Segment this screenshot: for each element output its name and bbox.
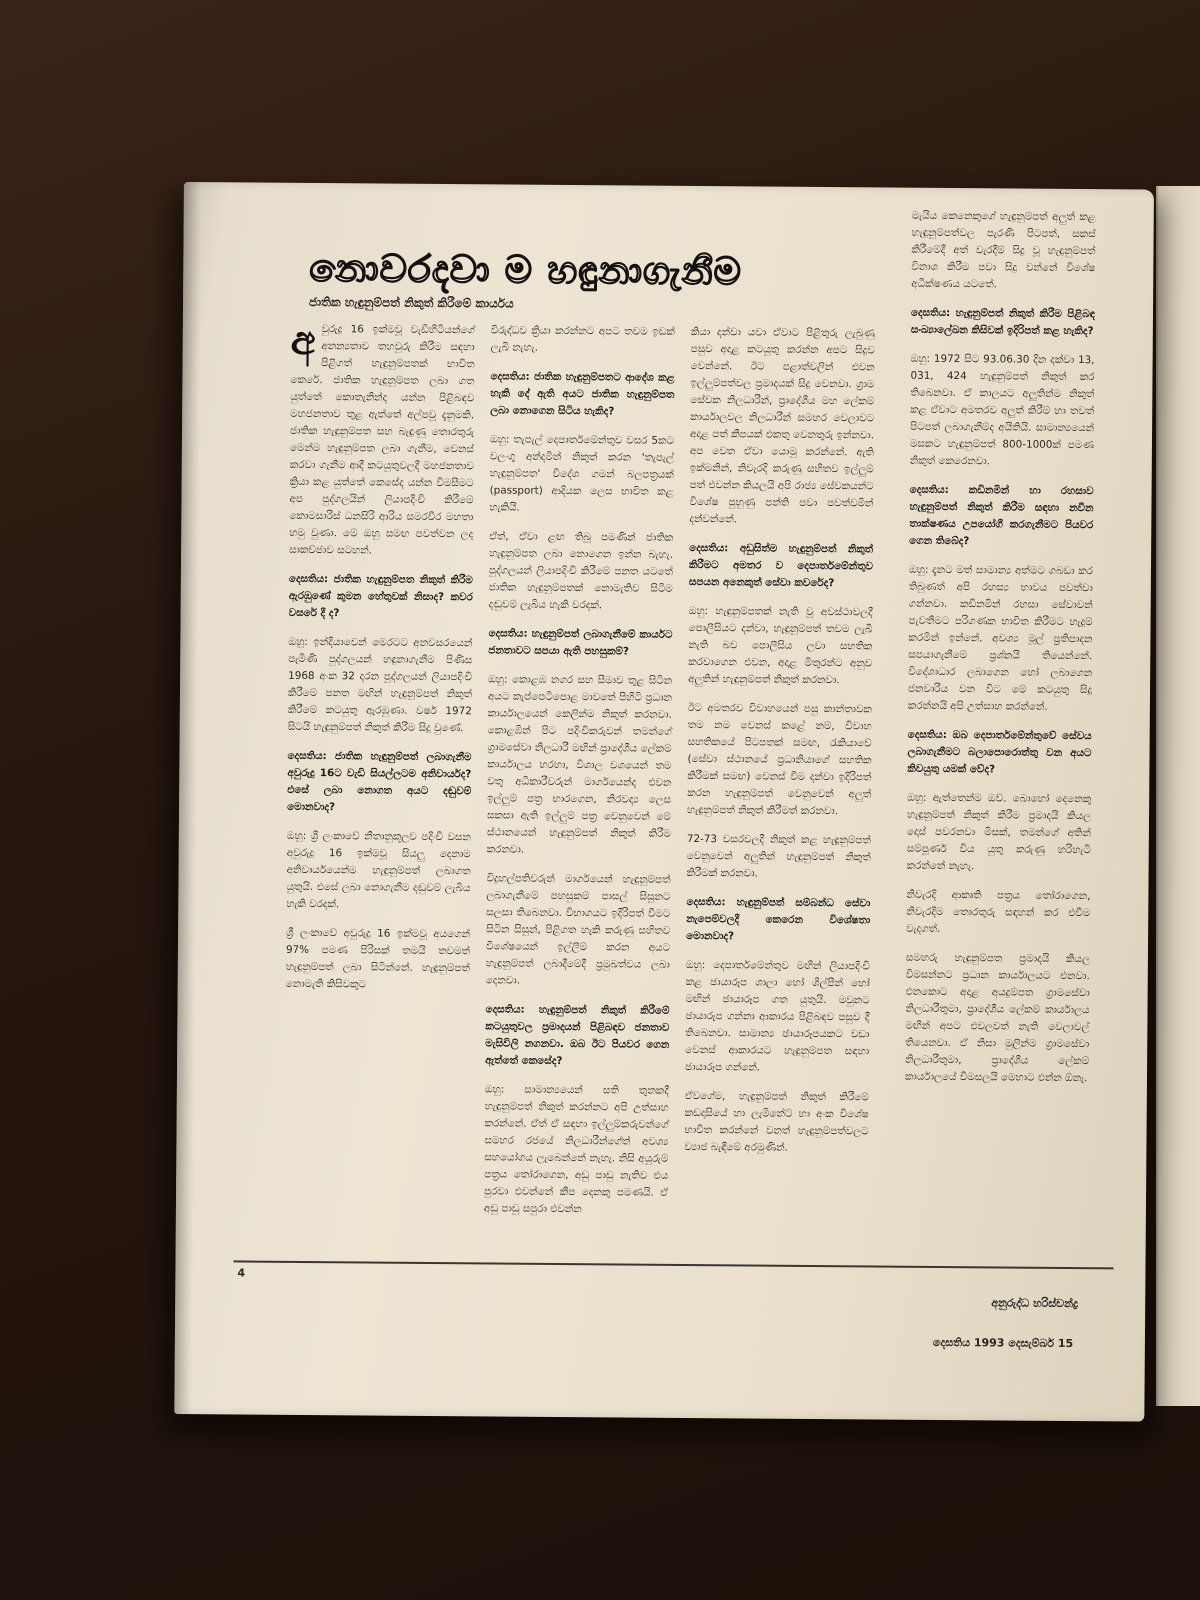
paragraph-text: ශ්‍රී ලංකාවේ අවුරුදු 16 ඉක්මවූ අයගෙන් 97% පමණ පිරිසක් තමයි තවමත් හැඳුනුම්පත් ලබා සිටින්නේ. හැඳුනුම්පත් නොමැති කිසිවකුට — [285, 926, 471, 991]
article-paragraph — [688, 603, 873, 689]
paragraph-text: දෙසතිය: හැඳුනුම්පත් නිකුත් කිරීම පිළිබඳ සංඛ්‍යාලේඛන කිසිවක් ඉදිරිපත් කළ හැකිද? — [910, 306, 1096, 338]
article-paragraph — [487, 671, 672, 859]
paragraph-text: දෙසතිය: හැඳුනුම්පත් ලබාගැනීමේ කාර්යට ජනතාවට සපයා ඇති පහසුකම්? — [488, 627, 673, 658]
article-column-1 — [285, 316, 475, 1006]
article-paragraph — [911, 208, 1096, 294]
interview-question — [686, 894, 870, 946]
interview-question — [488, 625, 672, 660]
article-column-2 — [484, 322, 675, 1230]
interview-question — [485, 1001, 670, 1070]
article-paragraph — [687, 700, 872, 820]
article-paragraph — [491, 322, 675, 357]
paragraph-text: ඔහු: කොළඹ නගර සහ සීමාව තුළ සිටින අයට කැප්පෙටිපොළ මාවතේ පිහිටි ප්‍රධාන කාර්යාලයෙන් කෙලින්ම නිකුත් කරනවා. කොළඹින් පිට පදිංචිකරුවන් තමන්ගේ ග්‍රාමසේවා නිලධාරී මඟින් ප්‍රාදේශීය ලේකම් කාර්යාලය හරහා, විශාල වශයෙන් තම වතු අධිකාරීවරුන් මාර්ගයෙන්ද එවන ඉල්ලුම් පත්‍ර භාරගෙන, නිරවද්‍ය ලෙස සකසා ඇති ඉල්ලුම් පත්‍ර වෙනුවෙන් මේ ස්ථානයෙන් හැඳුනුම්පත් නිකුත් කිරීම කරනවා. — [486, 673, 673, 856]
interview-question — [907, 727, 1091, 779]
interview-question — [689, 540, 873, 592]
paragraph-text: ඔහු: සාමාන්‍යයෙන් සති තුනකදී හැඳුනුම්පත් නිකුත් කරන්නට අපි උත්සාහ කරන්නේ. ඒත් ඒ සඳහා ඉල්ලුම්කරුවන්ගේ සමහර රජයේ නිලධාරීන්ගේත් අවශ්‍ය සහයෝගය ලැබෙන්නේ නැහැ. නිසි අයුරුම් පත්‍රය තෝරාගෙන, අඩු පාඩු නැතිව එය පුරවා එවන්නේ කීප දෙනකු පමණයි. ඒ අඩු පාඩු සපුරා එවන්න — [483, 1083, 669, 1216]
paragraph-text: දෙසතිය: ජාතික හැඳුනුම්පතට ආදේශ කළ හැකි දේ ඇති අයට ජාතික හැඳුනුම්පත ලබා නොගෙන සිටිය හැකිද? — [490, 370, 675, 418]
paragraph-text: ඊට අමතරව විවාහයෙන් පසු කාන්තාවක තම නම වෙනස් කළේ නම්, විවාහ සහතිකයේ පිටපතක් සමඟ, රැකියාවේ (සේවා ස්ථානයේ ප්‍රධානියාගේ සහතික කිරීමක් සමඟ) වෙනස් වීම දන්වා ඉදිරිපත් කරන හැඳුනුම්පත් වෙනුවෙන් අලුත් හැඳුනුම්පත් නිකුත් කිරීමත් කරනවා. — [687, 701, 872, 818]
paragraph-text: දෙසතිය: අඩුසිත්ම හැඳුනුම්පත් නිකුත් කිරීමට අමතර ව දෙපාර්තමේන්තුව සපයන අනෙකුත් සේවා කවරේද? — [688, 541, 874, 590]
interview-question — [911, 305, 1095, 340]
paragraph-text: දෙසතිය: හැඳුනුම්පත් නිකුත් කිරීමේ කටයුතුවල ප්‍රමාදයන් පිළිබඳව ජනතාව මැසිවිලි නගනවා. ඔබ ඊට පියවර ගෙන ඇත්තේ කෙසේද? — [485, 1003, 670, 1067]
article-paragraph — [907, 790, 1092, 876]
article-paragraph — [489, 528, 674, 614]
adjacent-page-edge — [1156, 186, 1200, 1406]
article-paragraph — [689, 324, 875, 529]
page-number: 4 — [237, 1266, 246, 1280]
paragraph-text: දෙසතිය: කඩිනමින් හා රහසාව හැඳුනුම්පත් නිකුත් කිරීම සඳහා නවීන තාක්ෂණය උපයෝගී කරගැනීමට පියවර ගෙන තිබේද? — [909, 483, 1094, 548]
paragraph-text: ඒත්, ඒවා ළඟ තිබූ පමණින් ජාතික හැඳුනුම්පත ලබා නොගෙන ඉන්න බැහැ. පුද්ගලයන් ලියාපදිංචි කිරීමේ පනත යටතේ ජාතික හැඳුනුම්පතක් නොමැතිව සිටීම දඬුවම් ලැබිය හැකි වරදක්. — [488, 530, 674, 612]
interview-question — [287, 748, 472, 817]
paragraph-text: දෙසතිය: ජාතික හැඳුනුම්පත් ලබාගැනීම අවුරුදු 16ට වැඩි සියල්ලටම අනිවාර්යද? එසේ ලබා නොගත අයට දඬුවම් මොනවාද? — [287, 749, 472, 814]
paragraph-text: ඔහු: දෙපාර්තමේන්තුව මඟින් ලියාපදිංචි කළ ඡායාරූප ශාලා හෝ ශිල්පීන් හෝ මඟින් ඡායාරූප ගත යුතුයි. මවුනට ඡායාරූප ගන්නා ආකාරය පිළිබඳව පසුව දී තිබෙනවා. සාමාන්‍ය ඡායාරූපයකට වඩා වෙනස් ආකාරයට හැඳුනුම්පත සඳහා ඡායාරූප ගන්නේ. — [685, 958, 870, 1074]
paragraph-text: විරුද්ධව ක්‍රියා කරන්නට අපට තවම ඉඩක් ලැබී නැහැ. — [490, 324, 675, 354]
author-byline: අනුරුද්ධ හරිස්චන්ද්‍ර — [991, 1296, 1078, 1311]
paragraph-text: ඔහු: ඉන්දියාවෙන් මෙරටට අනවසරයෙන් පැමිණි පුද්ගලයන් හඳුනාගැනීම පිණිස 1968 අංක 32 දරන පුද්ගලයන් ලියාපදිංචි කිරීමේ පනත මඟින් හැඳුනුම්පත් නිකුත් කිරීමේ කටයුතු ඇරඹුණා. වර්ෂ 1972 සිටයි හැඳුනුම්පත් නිකුත් කිරීම සිදු වුණේ. — [287, 635, 473, 735]
article-column-3 — [684, 324, 875, 1169]
article-paragraph — [906, 887, 1090, 939]
magazine-page — [174, 182, 1154, 1422]
paragraph-text: ඒවගේම, හැඳුනුම්පත් නිකුත් කිරීමේ කඩදාසියේ හා ලැමිනේට් හා අංක විශේෂ භාවිත කරන්නේ වනත් හැඳුනුම්පත්වලට ව්‍යාජ බැඳීමේ අරමුණින්. — [684, 1089, 869, 1154]
paragraph-text: නිවැරදි ආකෘති පත්‍රය තෝරාගෙන, නිවැරදිම තොරතුරු සඳහන් කර එවීම වැදගත්. — [906, 888, 1091, 935]
paragraph-text: දෙසතිය: හැඳුනුම්පත් සම්බන්ධ සේවා නැපෙම්වලදී කෙරෙන විශේෂතා මොනවාද? — [686, 895, 871, 943]
article-headline: නොවරදවා ම හඳුනාගැනීම — [309, 244, 743, 294]
article-paragraph — [685, 957, 870, 1077]
article-paragraph — [286, 828, 471, 914]
interview-question — [289, 571, 473, 623]
article-paragraph — [910, 351, 1095, 471]
issue-footer: දෙසතිය 1993 දෙසැම්බර් 15 — [932, 1335, 1074, 1351]
paragraph-text: ඔහු: තැපැල් දෙපාර්තමේන්තුව වසර 5කට වලංගු අන්දමින් නිකුත් කරන 'තැපැල් හැඳුනුම්පත' විදේශ ගමන් බලපත්‍රයක් (passport) ආදියක ලෙස භාවිත කළ හැකියි. — [489, 433, 675, 514]
article-paragraph — [484, 1081, 669, 1218]
paragraph-text: විදුහල්පතිවරුන් මාර්ගයෙන් හැඳුනුම්පත් ලබාගැනීමේ පහසුකම් පාසල් සිසුනට සලසා තිබෙනවා. විභාගයට ඉදිරිපත් වීමට සිටින සිසුන්, පිළිගත හැකි කරුණු සහිතව විශේෂයෙන් ඉල්ලීම් කරන අයට හැඳුනුම්පත් ලබාදීමේදී ප්‍රමුඛත්වය ලබා දෙනවා. — [485, 872, 671, 987]
article-paragraph — [486, 870, 671, 990]
paragraph-text: මැයිය කෙනෙකුගේ හැඳුනුම්පත් අලුත් කළ හැඳුනුම්පත්වල පැරණි පිටපත්, සකස් කිරීමේදී අත් වැරදීම් සිදු වූ හැඳුනුම්පත් විනාශ කිරීම පවා සිදු වන්නේ විශේෂ අධීක්ෂණය යටතේ. — [911, 209, 1096, 291]
paragraph-text: සමහරු හැඳුනුම්පත ප්‍රමාදයි කියල විමසන්නට ප්‍රධාන කාර්යාලයට එනවා. එනකොට අදාළ අයදුම්පත ග්‍රාමසේවා නිලධාරීතුමා, ප්‍රාදේශීය ලේකම් කාර්යාලය මඟින් අපට එවලවත් නැති වෙලාවල් තියෙනවා. ඒ නිසා මුලින්ම ග්‍රාමසේවා නිලධාරීතුමා, ප්‍රාදේශීය ලේකම් කාර්යාලයේ විමසලයි මෙහාට එන්න ඕනැ. — [904, 951, 1090, 1085]
article-paragraph — [289, 316, 475, 560]
article-paragraph — [489, 431, 674, 517]
paragraph-text: දෙසතිය: ඔබ දෙපාර්තමේන්තුවේ සේවය ලබාගැනීමට බලාපොරොත්තු වන අයට කිවයුතු යමක් වේද? — [907, 728, 1092, 776]
paragraph-text: 72-73 වසරවලදී නිකුත් කළ හැඳුනුම්පත් වෙනුවෙන් අලුතින් හැඳුනුම්පත් නිකුත් කිරීමක් කරනවා. — [686, 832, 871, 880]
article-paragraph — [288, 634, 473, 737]
article-paragraph — [684, 1088, 869, 1157]
footer-rule — [234, 1260, 1114, 1269]
paragraph-text: කියා දන්වා යවා ඒවාට පිළිතුරු ලැබුණු පසුව අදාළ කටයුතු කරන්න අපට සිදුව වෙන්නේ. ඊට පළාත්වලින් එවන ඉල්ලුම්පත්වල ප්‍රමාදයක් සිදු වෙනවා. ග්‍රාම සේවක නිලධාරීන්, ප්‍රාදේශීය මහ ලේකම් කාර්යාලවල නිලධාරීන් සමහර වෙලාවට අදාළ පත් කීපයක් එකතු වෙනතුරු ඉන්නවා. අප වෙත ඒවා යොමු කරන්නේ. ඇති ඉක්මනින්, නිවැරදි කරුණු සහිතව ඉල්ලුම් පත් එවන්න කියලයි අපි රාජ්‍ය සේවකයන්ට විශේෂ පුහුණු පන්ති පවා පවත්වමින් දන්වන්නේ. — [689, 325, 875, 526]
paragraph-text: ඔහු: ශ්‍රී ලංකාවේ නීතානුකූලව පදිංචි වසන අවුරුදු 16 ඉක්මවූ සියලු දෙනාම අනිවාර්යයෙන්ම හැඳුනුම්පත් ලබාගත යුතුයි. එසේ ලබා නොගැනීම දඬුවම් ලැබිය හැකි වරදක්. — [286, 829, 471, 911]
article-column-4 — [905, 208, 1096, 1099]
paragraph-text: ඔහු: හැඳුනුම්පතක් නැති වූ අවස්ථාවලදී පොලීසියට දන්වා, හැඳුනුම්පත් තවම ලැබී නැති බව පොලීසිය ලවා සහතික කරවාගෙන එවන, අදාළ මිතුරන්ට අනුව අලුතින් හැඳුනුම්පත් නිකුත් කරනවා. — [688, 604, 873, 687]
interview-question — [909, 482, 1094, 551]
paragraph-text: ඔහු: ඇත්තෙන්ම ඔව්. බොහෝ දෙනෙකු හැඳුනුම්පත් නිකුත් කිරීම ප්‍රමාදයි කියල දොස් පවරනවා මිසක්, තමන්ගේ අතින් සම්පූර්ණ විය යුතු කරුණු හරිහැටි කරන්නේ නැහැ. — [906, 791, 1092, 873]
article-paragraph — [908, 562, 1093, 716]
paragraph-text: ඔහු: 1972 සිට 93.06.30 දින දක්වා 13, 031, 424 හැඳුනුම්පත් නිකුත් කර තිබෙනවා. ඒ කාලයට අලුතින්ම නිකුත් කළ ඒවාට අමතරව අලුත් කිරීම් හා තවත් පිටපත් ලබාගැනීම්ද අයිතියි. සාමාන්‍යයෙන් මසකට හැඳුනුම්පත් 800-1000ක් පමණ නිකුත් කෙරෙනවා. — [909, 352, 1095, 468]
article-subhead: ජාතික හැඳුනුම්පත් නිකුත් කිරීමේ කාර්යය — [309, 294, 514, 311]
article-paragraph — [286, 925, 471, 994]
interview-question — [490, 368, 674, 420]
paragraph-text: ඔහු: දැනට මත් සාමාන්‍ය අත්මට ගබඩා කර තිබුණත් අපි රහස්‍ය භාවය පවත්වා ගන්නවා. කඩිනමින් රහසා සේවාවන් පැවතීමට පරිගණක භාවිත කිරීමට හැදුම් කරමින් ඉන්නේ. අවශ්‍ය මූල් ප්‍රතිපාදන සපයාගැනීමේ ප්‍රශ්නයි තියෙන්නේ. විදේශාධාර ලබාගෙන හෝ ලබාගෙන ජනවාරිය වන විට මේ කටයුතු සිදු කරන්නයි අපි උත්සාහ කරන්නේ. — [907, 563, 1094, 713]
drop-cap: අ — [290, 316, 316, 365]
article-paragraph — [905, 950, 1090, 1087]
paragraph-text: දෙසතිය: ජාතික හැඳුනුම්පත නිකුත් කිරීම ඇරඹුණේ කුමන හේතුවක් නිසාද? කවර වසරේ දී ද? — [288, 572, 473, 620]
paragraph-text: වුරුදු 16 ඉක්මවූ වැඩිහිටියන්ගේ අනන්‍යතාව තහවුරු කිරීම සඳහා පිළිගත් හැඳුනුම්පතක් භාවිත කෙරේ. ජාතික හැඳුනුම්පත ලබා ගත යුත්තේ කොතැනින්ද යන්න පිළිබඳව මහජනතාව තුළ ඇත්තේ අල්පවූ දැනුමකි. ජාතික හැඳුනුම්පත සහ බැඳුණු තොරතුරු මෙන්ම හැඳුනුම්පත ලබා ගැනීම, වෙනස් කරවා ගැනීම ආදී කටයුතුවලදී මහජනතාව ක්‍රියා කළ යුත්තේ කෙසේද යන්න විමසීමට අප පුද්ගලයින් ලියාපදිංචි කිරීමේ කොමසාරිස් ධනසිරි ආරිය සමරවීර මහතා හමු වුණා. මේ ඔහු සමඟ පවත්වන ලද සාකච්ඡාව සටහන්. — [289, 323, 475, 557]
article-paragraph — [687, 831, 871, 883]
